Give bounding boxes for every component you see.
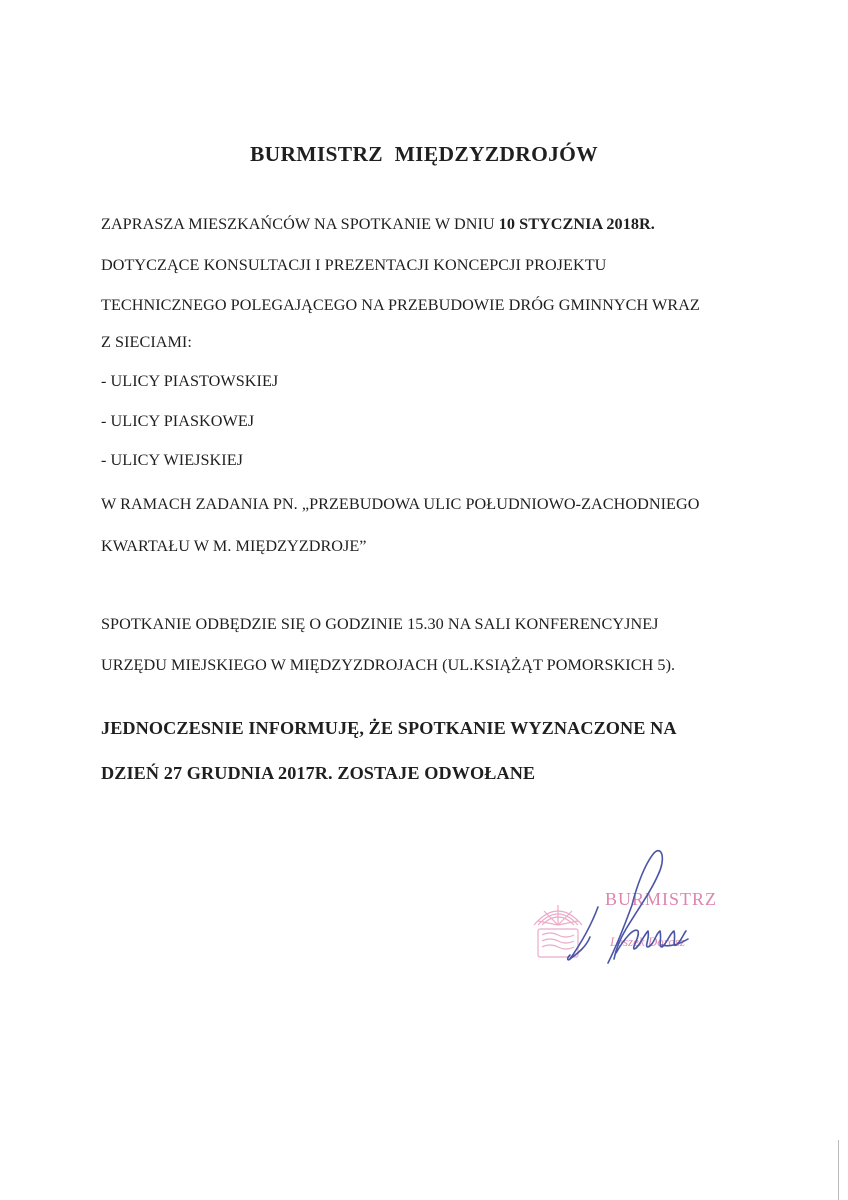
body-line-4: Z SIECIAMI:	[101, 333, 192, 351]
scan-edge-line	[838, 1140, 839, 1200]
meeting-line-1: SPOTKANIE ODBĘDZIE SIĘ O GODZINIE 15.30 NA SALI KONFERENCYJNEJ	[101, 615, 659, 633]
notice-line-2: DZIEŃ 27 GRUDNIA 2017R. ZOSTAJE ODWOŁANE	[101, 763, 536, 783]
meeting-line-2: URZĘDU MIEJSKIEGO W MIĘDZYZDROJACH (UL.KSIĄŻĄT POMORSKICH 5).	[101, 656, 676, 674]
intro-line	[101, 215, 655, 234]
street-item: - ULICY PIASKOWEJ	[101, 412, 255, 430]
stamp-title: BURMISTRZ	[605, 889, 718, 909]
intro-text: ZAPRASZA MIESZKAŃCÓW NA SPOTKANIE W DNIU	[101, 215, 499, 233]
street-item: - ULICY PIASTOWSKIEJ	[101, 372, 279, 390]
stamp-and-signature	[520, 835, 750, 975]
task-line-1: W RAMACH ZADANIA PN. „PRZEBUDOWA ULIC POŁUDNIOWO-ZACHODNIEGO	[101, 495, 700, 513]
handwritten-signature	[520, 835, 750, 975]
body-line-2: DOTYCZĄCE KONSULTACJI I PREZENTACJI KONCEPCJI PROJEKTU	[101, 256, 607, 274]
body-line-3: TECHNICZNEGO POLEGAJĄCEGO NA PRZEBUDOWIE DRÓG GMINNYCH WRAZ	[101, 296, 700, 314]
stamp-name: Leszek Dorosz	[610, 934, 685, 949]
page-title: BURMISTRZ MIĘDZYZDROJÓW	[250, 142, 598, 166]
street-item: - ULICY WIEJSKIEJ	[101, 451, 244, 469]
meeting-date: 10 STYCZNIA 2018R.	[498, 215, 655, 233]
task-line-2: KWARTAŁU W M. MIĘDZYZDROJE”	[101, 537, 367, 555]
notice-line-1: JEDNOCZESNIE INFORMUJĘ, ŻE SPOTKANIE WYZNACZONE NA	[101, 718, 677, 738]
